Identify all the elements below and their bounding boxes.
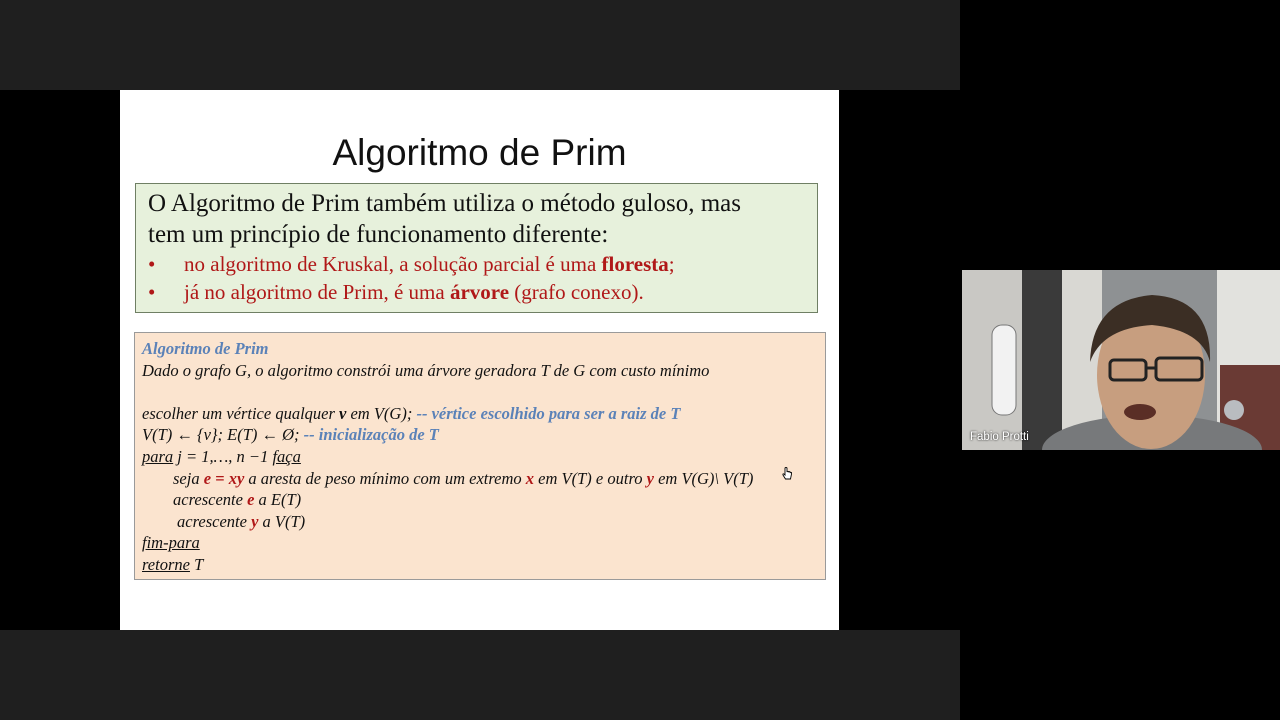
bold-floresta: floresta: [601, 252, 669, 276]
bottom-letterbox: [0, 630, 960, 720]
line-initialization: V(T) ← {v}; E(T) ← Ø; -- inicialização de T: [142, 425, 439, 445]
intro-line-1: O Algoritmo de Prim também utiliza o método guloso, mas: [148, 190, 741, 217]
webcam-video-frame: [962, 270, 1280, 450]
blank-line: [142, 381, 825, 403]
top-letterbox: [0, 0, 960, 90]
bullet-kruskal: • no algoritmo de Kruskal, a solução parcial é uma floresta;: [148, 252, 675, 276]
bullet-prim: • já no algoritmo de Prim, é uma árvore (grafo conexo).: [148, 280, 644, 304]
line-for-loop: para j = 1,…, n −1 faça: [142, 446, 301, 466]
line-add-edge: acrescente e a E(T): [173, 490, 302, 510]
line-choose-vertex: escolher um vértice qualquer v em V(G); -- vértice escolhido para ser a raiz de T: [142, 403, 681, 423]
intro-box: [135, 183, 818, 313]
bullet-dot: •: [148, 252, 156, 276]
line-end-for: fim-para: [142, 533, 200, 553]
algorithm-heading: Algoritmo de Prim: [142, 339, 269, 358]
line-return: retorne T: [142, 554, 204, 574]
participant-video-tile[interactable]: [962, 270, 1280, 450]
slide-title: Algoritmo de Prim: [332, 132, 627, 173]
intro-line-2: tem um princípio de funcionamento diferente:: [148, 221, 609, 248]
line-add-vertex: acrescente y a V(T): [177, 511, 306, 531]
comment-root: -- vértice escolhido para ser a raiz de T: [416, 403, 681, 423]
algorithm-description: Dado o grafo G, o algoritmo constrói uma árvore geradora T de G com custo mínimo: [142, 360, 710, 380]
participant-name-label: Fabio Protti: [970, 431, 1029, 443]
hand-cursor-icon: [781, 466, 793, 482]
presentation-slide: [120, 90, 839, 630]
comment-init: -- inicialização de T: [303, 425, 439, 445]
line-seja: seja e = xy a aresta de peso mínimo com um extremo x em V(T) e outro y em V(G)\ V(T): [142, 468, 825, 490]
bullet-dot: •: [148, 280, 156, 304]
bold-arvore: árvore: [449, 280, 510, 304]
algorithm-box: [134, 332, 826, 580]
